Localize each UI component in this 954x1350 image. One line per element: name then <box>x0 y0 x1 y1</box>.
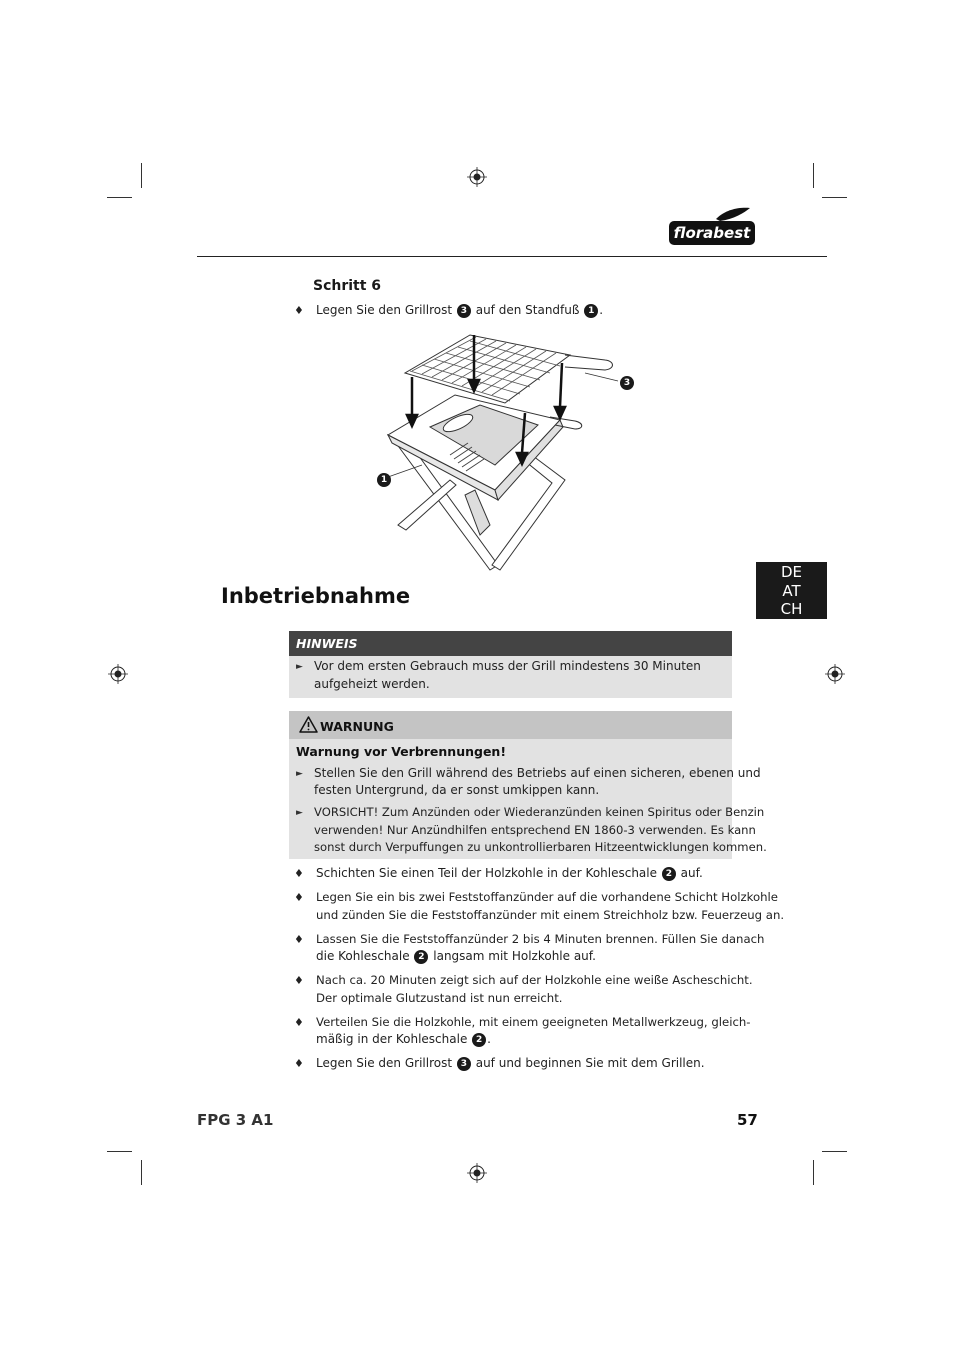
callout-number: 3 <box>457 1057 471 1071</box>
registration-mark-icon <box>467 167 487 187</box>
hinweis-text: aufgeheizt werden. <box>314 677 430 691</box>
callout-number: 2 <box>472 1033 486 1047</box>
step-item <box>316 1055 705 1073</box>
arrow-bullet-icon: ► <box>296 662 303 672</box>
step-item: Nach ca. 20 Minuten zeigt sich auf der Holzkohle eine weiße Ascheschicht. <box>316 973 753 987</box>
warnung-text: verwenden! Nur Anzündhilfen entsprechend EN 1860-3 verwenden. Es kann <box>314 823 756 837</box>
step-item: Der optimale Glutzustand ist nun erreicht. <box>316 991 563 1005</box>
language-code: DE <box>780 563 803 581</box>
callout-number: 3 <box>620 376 634 390</box>
bullet-diamond-icon: ♦ <box>294 933 304 946</box>
text: Schichten Sie einen Teil der Holzkohle in der Kohleschale <box>316 866 658 880</box>
callout-number: 1 <box>584 304 598 318</box>
text: auf den Standfuß <box>475 303 580 317</box>
warnung-header <box>289 711 732 739</box>
crop-mark <box>107 197 132 198</box>
warnung-text: VORSICHT! Zum Anzünden oder Wiederanzünden keinen Spiritus oder Benzin <box>314 805 765 819</box>
language-tab <box>756 562 827 619</box>
warnung-label: WARNUNG <box>320 719 394 734</box>
page-number: 57 <box>737 1111 758 1129</box>
arrow-bullet-icon: ► <box>296 808 303 818</box>
language-code: AT <box>782 581 801 600</box>
warnung-text: sonst durch Verpuffungen zu unkontrollierbaren Hitzeentwicklungen kommen. <box>314 840 767 854</box>
warnung-subtitle: Warnung vor Verbrennungen! <box>296 744 507 759</box>
step-item: und zünden Sie die Feststoffanzünder mit einem Streichholz bzw. Feuerzeug an. <box>316 908 785 922</box>
step-item: Lassen Sie die Feststoffanzünder 2 bis 4 Minuten brennen. Füllen Sie danach <box>316 932 765 946</box>
warning-triangle-icon <box>299 716 318 733</box>
arrow-bullet-icon: ► <box>296 769 303 779</box>
crop-mark <box>813 163 814 188</box>
registration-mark-icon <box>108 664 128 684</box>
hinweis-text: Vor dem ersten Gebrauch muss der Grill mindestens 30 Minuten <box>314 659 701 673</box>
callout-number: 2 <box>662 867 676 881</box>
step-item <box>316 948 596 966</box>
bullet-diamond-icon: ♦ <box>294 867 304 880</box>
crop-mark <box>813 1160 814 1185</box>
language-code: CH <box>780 600 803 618</box>
hinweis-header <box>289 631 732 656</box>
warnung-text: Stellen Sie den Grill während des Betriebs auf einen sicheren, ebenen und <box>314 766 761 780</box>
text: Legen Sie den Grillrost <box>316 1056 453 1070</box>
text: mäßig in der Kohleschale <box>316 1032 468 1046</box>
bullet-diamond-icon: ♦ <box>294 1016 304 1029</box>
crop-mark <box>822 1151 847 1152</box>
header-rule <box>197 256 827 257</box>
step-bullet <box>316 302 603 320</box>
step-item <box>316 1031 491 1049</box>
step-item <box>316 865 703 883</box>
crop-mark <box>822 197 847 198</box>
callout-number: 3 <box>457 304 471 318</box>
registration-mark-icon <box>825 664 845 684</box>
callout-number: 1 <box>377 473 391 487</box>
text: . <box>599 303 604 317</box>
step-item: Verteilen Sie die Holzkohle, mit einem geeigneten Metallwerkzeug, gleich- <box>316 1015 751 1029</box>
registration-mark-icon <box>467 1163 487 1183</box>
text: . <box>487 1032 491 1046</box>
svg-text:florabest: florabest <box>673 224 751 242</box>
crop-mark <box>141 163 142 188</box>
callout-number: 2 <box>414 950 428 964</box>
grill-illustration <box>370 325 640 577</box>
step-item: Legen Sie ein bis zwei Feststoffanzünder auf die vorhandene Schicht Holzkohle <box>316 890 778 904</box>
crop-mark <box>107 1151 132 1152</box>
text: langsam mit Holzkohle auf. <box>433 949 596 963</box>
warnung-text: festen Untergrund, da er sonst umkippen kann. <box>314 783 600 797</box>
hinweis-label: HINWEIS <box>296 636 358 651</box>
florabest-logo <box>668 207 756 247</box>
text: auf und beginnen Sie mit dem Grillen. <box>475 1056 705 1070</box>
bullet-diamond-icon: ♦ <box>294 1057 304 1070</box>
text: auf. <box>680 866 703 880</box>
footer-model: FPG 3 A1 <box>197 1111 274 1129</box>
step-title: Schritt 6 <box>313 278 382 294</box>
bullet-diamond-icon: ♦ <box>294 304 304 317</box>
bullet-diamond-icon: ♦ <box>294 974 304 987</box>
bullet-diamond-icon: ♦ <box>294 891 304 904</box>
text: die Kohleschale <box>316 949 410 963</box>
text: Legen Sie den Grillrost <box>316 303 453 317</box>
section-title: Inbetriebnahme <box>221 584 411 608</box>
crop-mark <box>141 1160 142 1185</box>
